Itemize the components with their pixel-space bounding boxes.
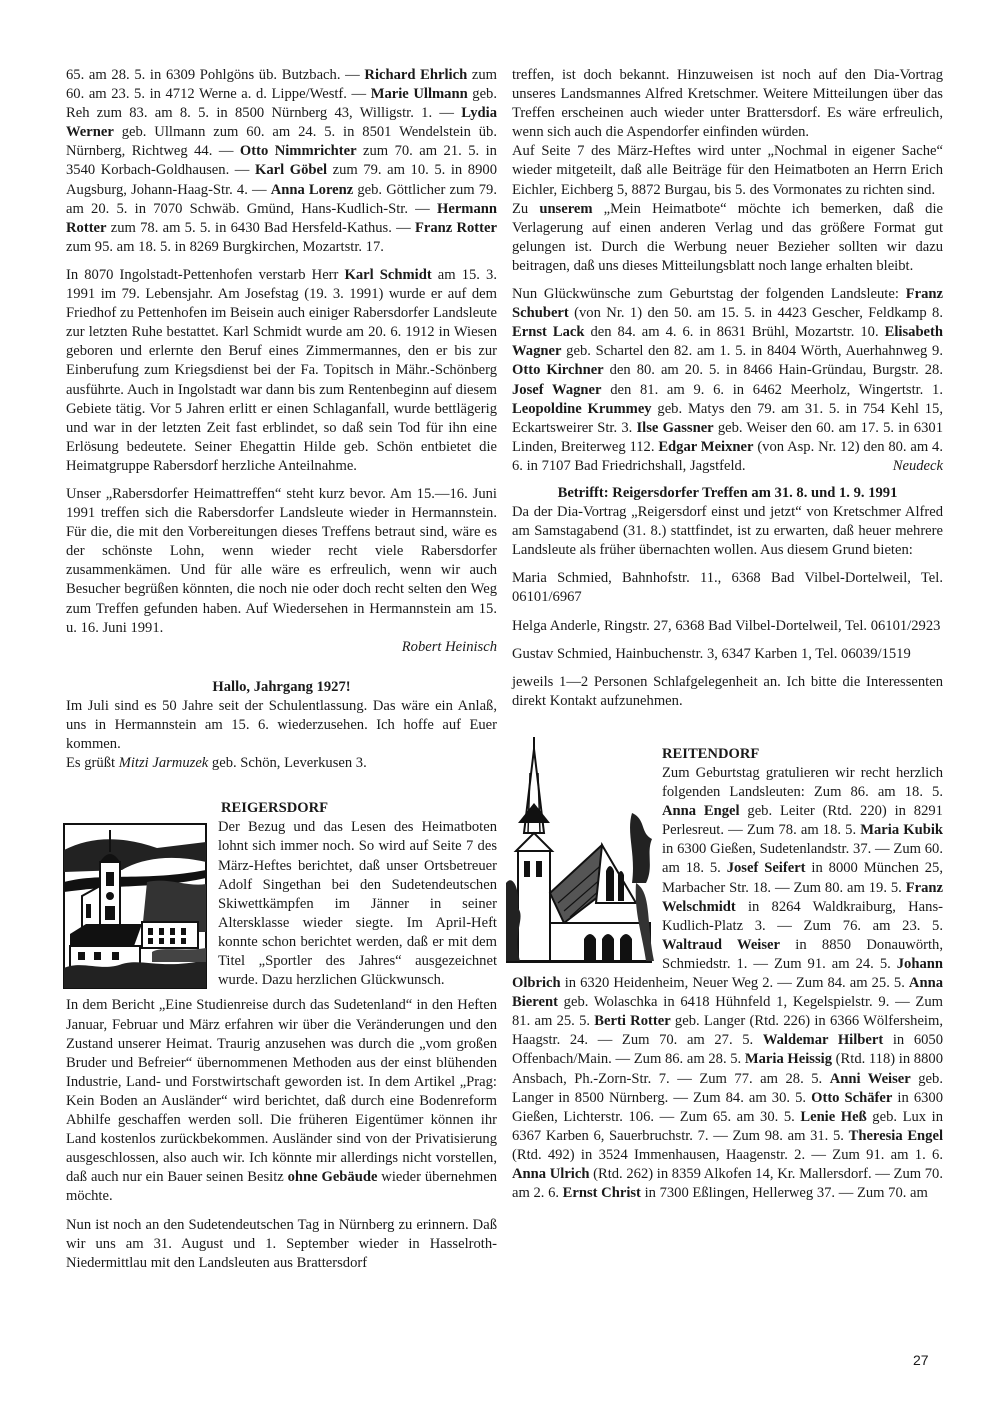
text-run: geb. Schartel den 82. am 1. 5. in 8404 Wörth, Auerhahnweg 9. (561, 343, 943, 360)
reitendorf-section (512, 745, 943, 1203)
heimattreffen-paragraph: Unser „Rabersdorfer Heimattreffen“ steht kurz bevor. Am 15.—16. Juni 1991 treffen sich die Rabersdorfer Landsleute wieder in Hermannstein. Für die, die mit den Vorbereitungen dieses Treffens betraut sind, wäre es der schönste Lohn, wenn wieder recht viele Rabersdorfer zusammenkämen. Und für alle wäre es erfreulich, wenn wir auch Besucher begrüßen könnten, die noch nie oder doch recht selten den Weg zum Treffen gefunden haben. Auf Wiedersehen in Hermannstein am 15. u. 16. Juni 1991. (66, 485, 497, 636)
bold-name: Karl Göbel (254, 162, 328, 179)
reigersdorf-intro-paragraph: Der Bezug und das Lesen des Heimatboten lohnt sich immer noch. So wird auf Seite 7 des März-Heftes berichtet, daß unser Ortsbetreuer Adolf Singethan bei den Sudetendeutschen Skiwettkämpfen im Jänner in seiner Altersklasse wieder siegte. Im April-Heft konnte schon berichtet werden, daß er mit dem Titel „Sportler des Jahres“ ausgezeichnet wurde. Dazu herzlichen Glückwunsch. (218, 819, 497, 989)
bold-name: Anna Engel (662, 803, 740, 820)
bold-name: Maria Heissig (744, 1051, 833, 1068)
bold-name: Elisabeth Wagner (512, 324, 944, 360)
bold-name: Franz Welschmidt (662, 879, 943, 915)
bold-name: Anna Ulrich (512, 1165, 590, 1182)
betrifft-closing-paragraph: jeweils 1—2 Personen Schlafgelegenheit an. Ich bitte die Interessenten direkt Kontakt aufzunehmen. (512, 673, 943, 709)
text-run: (Rtd. 492) in 3524 Immenhausen, Haagenstr. 2. — Zum 91. am 1. 6. (512, 1146, 943, 1163)
betrifft-heading: Betrifft: Reigersdorfer Treffen am 31. 8. und 1. 9. 1991 (557, 484, 898, 501)
bold-name: Marie Ullmann (370, 86, 468, 103)
bold-name: Josef Seifert (726, 860, 806, 877)
text-run: den 81. am 9. 6. in 6462 Meerholz, Wingertstr. 1. (601, 381, 943, 398)
bold-name: Lenie Heß (800, 1108, 867, 1125)
text-run: geb. Langer (Rtd. 226) in 6366 Wölfersheim, Haagstr. 24. — Zum 70. am 27. 5. (512, 1013, 943, 1049)
bold-name: Otto Kirchner (512, 362, 604, 379)
text-run: geb. Weiser den 60. am 17. 5. in 6301 Linden, Breiterweg 112. (512, 419, 943, 455)
bold-name: Otto Schäfer (811, 1089, 893, 1106)
bold-name: Ilse Gassner (636, 419, 714, 436)
jahrgang-heading: Hallo, Jahrgang 1927! (212, 678, 351, 695)
text-run: geb. Ullmann zum 60. am 24. 5. in 8501 Wendelstein üb. Nürnberg, Richtweg 44. — (66, 124, 497, 160)
bold-name: Hermann Rotter (66, 200, 497, 236)
left-column (66, 66, 497, 1273)
text-run: zum 95. am 18. 5. in 8269 Burgkirchen, Mozartstr. 17. (66, 238, 384, 255)
bold-name: Waldemar Hilbert (762, 1032, 884, 1049)
right-column (512, 66, 943, 1203)
text-run: 65. am 28. 5. in 6309 Pohlgöns üb. Butzbach. — (66, 67, 365, 83)
bold-name: Theresia Engel (848, 1127, 943, 1144)
text-run: in 8000 München 25, Marbacher Str. 18. — Zum 80. am 19. 5. (662, 860, 943, 896)
text-run: (Rtd. 262) in 8359 Alkofen 14, Kr. Mallersdorf. — Zum 70. am 2. 6. (512, 1165, 943, 1202)
host-entry: Maria Schmied, Bahnhofstr. 11., 6368 Bad Vilbel-Dortelweil, Tel. 06101/6967 (512, 570, 943, 606)
text-run: geb. Langer in 8500 Nürnberg. — Zum 84. am 30. 5. (512, 1070, 943, 1106)
bold-name: Berti Rotter (594, 1013, 671, 1030)
village-church-woodcut-icon (62, 822, 208, 990)
text-run: geb. Lux in 6367 Karben 6, Sauerbruchstr. 7. — Zum 98. am 31. 5. (512, 1108, 943, 1144)
text-run: in 6300 Gießen, Sudetenlandstr. 37. — Zum 60. am 18. 5. (662, 841, 943, 877)
betrifft-paragraph: Da der Dia-Vortrag „Reigersdorf einst und jetzt“ von Kretschmer Alfred am Samstagabend (31. 8.) stattfindet, ist zu erwarten, daß heuer mehrere Landsleute als früher übernachten wollen. Aus diesem Grund bieten: (512, 504, 943, 559)
text-run: Zu (512, 200, 540, 217)
reitendorf-illustration (506, 733, 654, 971)
text-run: In 8070 Ingolstadt-Pettenhofen verstarb Herr (66, 266, 345, 283)
bold-name: Waltraud Weiser (662, 936, 780, 953)
bold-name: Maria Kubik (860, 822, 943, 839)
bold-name: Anna Bierent (512, 975, 943, 1011)
reigersdorf-heading-row (66, 799, 497, 818)
bold-name: Leopoldine Krummey (512, 400, 652, 417)
text-run: (Rtd. 118) in 8800 Ansbach, Ph.-Zorn-Str. 7. — Zum 77. am 28. 5. (512, 1051, 943, 1087)
reigersdorf-heading: REIGERSDORF (221, 800, 329, 817)
page-number: 27 (913, 1352, 929, 1368)
bold-name: Anna Lorenz (270, 181, 354, 198)
continuation-paragraph: treffen, ist doch bekannt. Hinzuweisen ist noch auf den Dia-Vortrag unseres Landsmannes Alfred Kretschmer. Weitere Mitteilungen über das Treffen erscheinen auch wieder unter Brattersdorf. Es wäre erfreulich, wenn sich auch die Aspendorfer einfinden würden. (512, 67, 943, 141)
text-run: geb. Wolaschka in 6418 Hühnfeld 1, Kegelspielstr. 9. — Zum 81. am 25. 5. (512, 994, 943, 1030)
glueckwuensche-text (512, 286, 943, 474)
reigersdorf-bericht-paragraph (66, 996, 497, 1206)
bold-name: Johann Olbrich (512, 955, 943, 992)
jahrgang-greeting (66, 754, 497, 773)
text-run: geb. Reh zum 83. am 8. 5. in 8500 Nürnberg 43, Willigstr. 1. — (66, 86, 498, 122)
text-run: in 8850 Donauwörth, Schmiedstr. 1. — Zum 91. am 24. 5. (662, 936, 943, 972)
beitraege-paragraph: Auf Seite 7 des März-Heftes wird unter „Nochmal in eigener Sache“ wieder mitgeteilt, daß alle Beiträge für den Heimatboten an Herrn Erich Eichler, Eichberg 5, 8872 Burgau, bis 5. des Vormonates zu richten sind. (512, 143, 943, 198)
church-spire-woodcut-icon (506, 733, 654, 965)
text-run: am 15. 3. 1991 im 79. Lebensjahr. Am Josefstag (19. 3. 1991) wurde er auf dem Friedhof zu Pettenhofen im Beisein auch einiger Rabersdorfer Landsleute zur letzten Ruhe bestattet. Karl Schmidt wurde am 20. 6. 1912 in Wiesen geboren und erlernte den Beruf eines Zimmermannes, den er bis zur Einberufung zum Kriegsdienst bei der Fa. Topitsch in Mähr.-Schönberg ausführte. Auch in Ingolstadt war dann bis zum Rentenbeginn auf diesem Gebiete tätig. Vor 5 Jahren erlitt er einen Schlaganfall, wurde bettlägerig und war in der letzten Zeit fast erblindet, so daß sein Tod für ihn eine Erlösung bedeutete. Seiner Ehegattin Hilde geb. Schön entbietet die Heimatgruppe Rabersdorf herzliche Anteilnahme. (66, 266, 497, 474)
heimattreffen-signature: Robert Heinisch (401, 638, 497, 655)
bold-name: Richard Ehrlich (364, 67, 468, 83)
reigersdorf-illustration (62, 822, 208, 996)
bold-name: Otto Nimmrichter (239, 143, 357, 160)
bold-name: Josef Wagner (512, 381, 602, 398)
text-run: in 8264 Waldkraiburg, Hans-Kudlich-Platz 3. — Zum 76. am 23. 5. (662, 898, 943, 934)
sudetendeutscher-tag-paragraph: Nun ist noch an den Sudetendeutschen Tag in Nürnberg zu erinnern. Daß wir uns am 31. August und 1. September wieder in Hasselroth-Niedermittlau mit den Landsleuten aus Brattersdorf (66, 1216, 497, 1271)
text-run: zum 79. am 10. 5. in 8900 Augsburg, Johann-Haag-Str. 4. — (66, 162, 497, 198)
text-run: zum 70. am 21. 5. in 3540 Korbach-Goldhausen. — (66, 143, 497, 179)
glueckwuensche-signature: Neudeck (892, 457, 943, 474)
text-run: den 84. am 4. 6. in 8631 Brühl, Mozartstr. 10. (584, 324, 885, 341)
text-run: zum 78. am 5. 5. in 6430 Bad Hersfeld-Kathus. — (106, 219, 415, 236)
birthday-list-paragraph (66, 66, 497, 257)
text-run: (von Nr. 1) den 50. am 15. 5. in 4423 Gescher, Feldkamp 8. (568, 305, 943, 322)
bold-name: Anni Weiser (829, 1070, 911, 1087)
bold-name: Lydia Werner (66, 105, 497, 141)
text-run: in 6050 Offenbach/Main. — Zum 86. am 28. 5. (512, 1032, 944, 1068)
text-run: geb. Göttlicher zum 79. am 20. 5. in 7070 Schwäb. Gmünd, Hans-Kudlich-Str. — (66, 181, 497, 217)
bold-name: Franz Schubert (512, 286, 943, 322)
text-run: zum 60. am 23. 5. in 4712 Werne a. d. Lippe/Westf. — (66, 67, 497, 103)
glueckwuensche-paragraph (512, 285, 943, 476)
text-run: Nun Glückwünsche zum Geburtstag der folgenden Landsleute: (512, 286, 906, 303)
text-run: Es grüßt (66, 755, 119, 772)
bold-name: ohne Gebäude (287, 1169, 378, 1186)
reigersdorf-section (66, 818, 497, 1272)
text-run: In dem Bericht „Eine Studienreise durch das Sudetenland“ in den Heften Januar, Februar und März erfahren wir über die Veränderungen und den Zustand unserer Heimat. Traurig anzusehen was durch die „vom großen Bruder und Befreier“ übernommenen Methoden aus der einst blühenden Industrie, Land- und Forstwirtschaft geworden ist. In dem Artikel „Prag: Kein Boden an Ausländer“ wird berichtet, daß durch eine Bodenreform Abhilfe geschaffen werden soll. Die früheren Eigentümer können ihr Land kostenlos zurückbekommen. Ausländer sind von der Privatisierung ausgeschlossen, also auch wir. Ich könnte mir allerdings nicht vorstellen, daß auch nur ein Bauer seinen Besitz (66, 997, 497, 1186)
text-run: geb. Leiter (Rtd. 220) in 8291 Perlesreut. — Zum 78. am 18. 5. (662, 803, 943, 839)
text-run: „Mein Heimatbote“ möchte ich bemerken, daß die Verlagerung auf einen anderen Verlag und das größere Format gut gelungen ist. Durch die Werbung neuer Bezieher sollten wir dazu beitragen, daß uns dieses Mitteilungsblatt noch lange erhalten bleibt. (512, 200, 943, 274)
text-run: (von Asp. Nr. 12) den 80. am 4. 6. in 7107 Bad Friedrichshall, Jagstfeld. (512, 438, 944, 474)
obituary-paragraph (66, 266, 497, 476)
text-run: in 6320 Heidenheim, Neuer Weg 2. — Zum 84. am 25. 5. (560, 975, 909, 992)
text-run: Zum Geburtstag gratulieren wir recht herzlich folgenden Landsleuten: Zum 86. am 18. 5. (662, 765, 943, 801)
bold-name: Franz Rotter (414, 219, 497, 236)
bold-name: Karl Schmidt (344, 266, 432, 283)
text-run: geb. Schön, Leverkusen 3. (208, 755, 367, 772)
host-entry: Gustav Schmied, Hainbuchenstr. 3, 6347 Karben 1, Tel. 06039/1519 (512, 645, 911, 662)
bold-name: unserem (539, 200, 593, 217)
bold-name: Edgar Meixner (658, 438, 754, 455)
text-run: in 6300 Gießen, Lichterstr. 106. — Zum 65. am 30. 5. (512, 1089, 944, 1125)
italic-name: Mitzi Jarmuzek (118, 755, 209, 772)
text-run: geb. Matys den 79. am 31. 5. in 754 Kehl 15, Eckartsweirer Str. 3. (512, 400, 943, 436)
host-entry: Helga Anderle, Ringstr. 27, 6368 Bad Vilbel-Dortelweil, Tel. 06101/2923 (512, 617, 941, 634)
text-run: den 80. am 20. 5. in 8466 Hain-Gründau, Burgstr. 28. (603, 362, 943, 379)
reitendorf-heading: REITENDORF (662, 745, 760, 762)
text-run: wieder übernehmen möchte. (66, 1169, 497, 1205)
bold-name: Ernst Christ (562, 1185, 641, 1202)
text-run: in 7300 Eßlingen, Hellerweg 37. — Zum 70. am (640, 1185, 928, 1202)
heimatbote-paragraph (512, 200, 943, 276)
bold-name: Ernst Lack (512, 324, 585, 341)
jahrgang-paragraph: Im Juli sind es 50 Jahre seit der Schulentlassung. Das wäre ein Anlaß, uns in Hermannstein am 15. 6. wiederzusehen. Ich hoffe auf Euer kommen. (66, 697, 497, 753)
